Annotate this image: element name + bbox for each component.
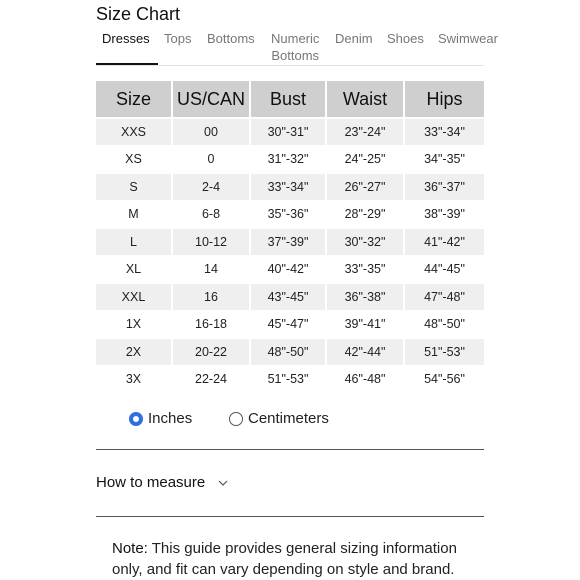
table-cell: 24"-25" (327, 145, 405, 173)
table-row (96, 117, 484, 145)
table-row (96, 227, 484, 255)
centimeters-option[interactable] (229, 410, 329, 427)
table-cell: 41"-42" (405, 227, 484, 255)
tab-tops[interactable]: Tops (164, 31, 192, 46)
table-cell: 46"-48" (327, 365, 405, 393)
inches-label: Inches (148, 410, 193, 427)
tab-label-line: Bottoms (271, 48, 320, 63)
chevron-down-icon (217, 477, 229, 489)
table-cell: 6-8 (173, 200, 251, 228)
sizing-note (112, 538, 472, 580)
tab-denim[interactable]: Denim (335, 31, 373, 46)
tab-swimwear[interactable]: Swimwear (438, 31, 498, 46)
category-tabs (96, 30, 498, 66)
table-cell: XS (96, 145, 173, 173)
table-row (96, 255, 484, 283)
how-to-measure-toggle[interactable] (96, 474, 229, 491)
table-cell: 33"-34" (251, 172, 327, 200)
divider (96, 516, 484, 517)
table-cell: S (96, 172, 173, 200)
table-cell: 51"-53" (251, 365, 327, 393)
tab-label-line: Numeric (271, 31, 320, 46)
table-cell: 30"-31" (251, 117, 327, 145)
table-cell: 34"-35" (405, 145, 484, 173)
column-header-us-can: US/CAN (173, 81, 251, 117)
centimeters-label: Centimeters (248, 410, 329, 427)
table-cell: 48"-50" (405, 310, 484, 338)
column-header-hips: Hips (405, 81, 484, 117)
table-cell: 36"-38" (327, 282, 405, 310)
tab-dresses[interactable]: Dresses (102, 31, 150, 46)
table-cell: 47"-48" (405, 282, 484, 310)
table-cell: 39"-41" (327, 310, 405, 338)
table-cell: 38"-39" (405, 200, 484, 228)
table-cell: 1X (96, 310, 173, 338)
table-cell: XXS (96, 117, 173, 145)
table-cell: 00 (173, 117, 251, 145)
table-row (96, 310, 484, 338)
tab-bottoms[interactable]: Bottoms (207, 31, 255, 46)
table-cell: 14 (173, 255, 251, 283)
table-cell: 48"-50" (251, 337, 327, 365)
page-title: Size Chart (96, 4, 181, 24)
table-cell: M (96, 200, 173, 228)
table-cell: 54"-56" (405, 365, 484, 393)
inches-option[interactable] (129, 410, 192, 427)
table-cell: 30"-32" (327, 227, 405, 255)
radio-unselected-icon[interactable] (229, 412, 243, 426)
table-row (96, 145, 484, 173)
note-text: This guide provides general sizing information only, and fit can vary depending on style and brand. (112, 540, 457, 578)
note-label: Note: (112, 540, 148, 557)
table-cell: 22-24 (173, 365, 251, 393)
table-cell: 51"-53" (405, 337, 484, 365)
table-row (96, 282, 484, 310)
table-cell: 43"-45" (251, 282, 327, 310)
table-cell: XL (96, 255, 173, 283)
table-cell: 20-22 (173, 337, 251, 365)
table-cell: 37"-39" (251, 227, 327, 255)
table-cell: 36"-37" (405, 172, 484, 200)
table-cell: 23"-24" (327, 117, 405, 145)
table-row (96, 337, 484, 365)
table-cell: 42"-44" (327, 337, 405, 365)
table-cell: 45"-47" (251, 310, 327, 338)
table-cell: 10-12 (173, 227, 251, 255)
table-cell: 26"-27" (327, 172, 405, 200)
tabs-divider (96, 65, 484, 66)
table-cell: 2-4 (173, 172, 251, 200)
tab-shoes[interactable]: Shoes (387, 31, 424, 46)
table-cell: 0 (173, 145, 251, 173)
table-cell: 33"-35" (327, 255, 405, 283)
table-row (96, 365, 484, 393)
table-cell: 31"-32" (251, 145, 327, 173)
size-table (96, 81, 484, 392)
table-cell: 28"-29" (327, 200, 405, 228)
table-cell: 3X (96, 365, 173, 393)
table-cell: 40"-42" (251, 255, 327, 283)
table-row (96, 172, 484, 200)
column-header-bust: Bust (251, 81, 327, 117)
tab-numeric-bottoms[interactable] (271, 30, 319, 64)
table-cell: 33"-34" (405, 117, 484, 145)
column-header-size: Size (96, 81, 173, 117)
table-cell: L (96, 227, 173, 255)
how-to-measure-label: How to measure (96, 474, 206, 491)
table-cell: 16-18 (173, 310, 251, 338)
table-cell: 2X (96, 337, 173, 365)
table-cell: 35"-36" (251, 200, 327, 228)
table-cell: 44"-45" (405, 255, 484, 283)
table-cell: 16 (173, 282, 251, 310)
divider (96, 449, 484, 450)
table-cell: XXL (96, 282, 173, 310)
column-header-waist: Waist (327, 81, 405, 117)
table-header-row (96, 81, 484, 117)
table-row (96, 200, 484, 228)
radio-selected-icon[interactable] (129, 412, 143, 426)
